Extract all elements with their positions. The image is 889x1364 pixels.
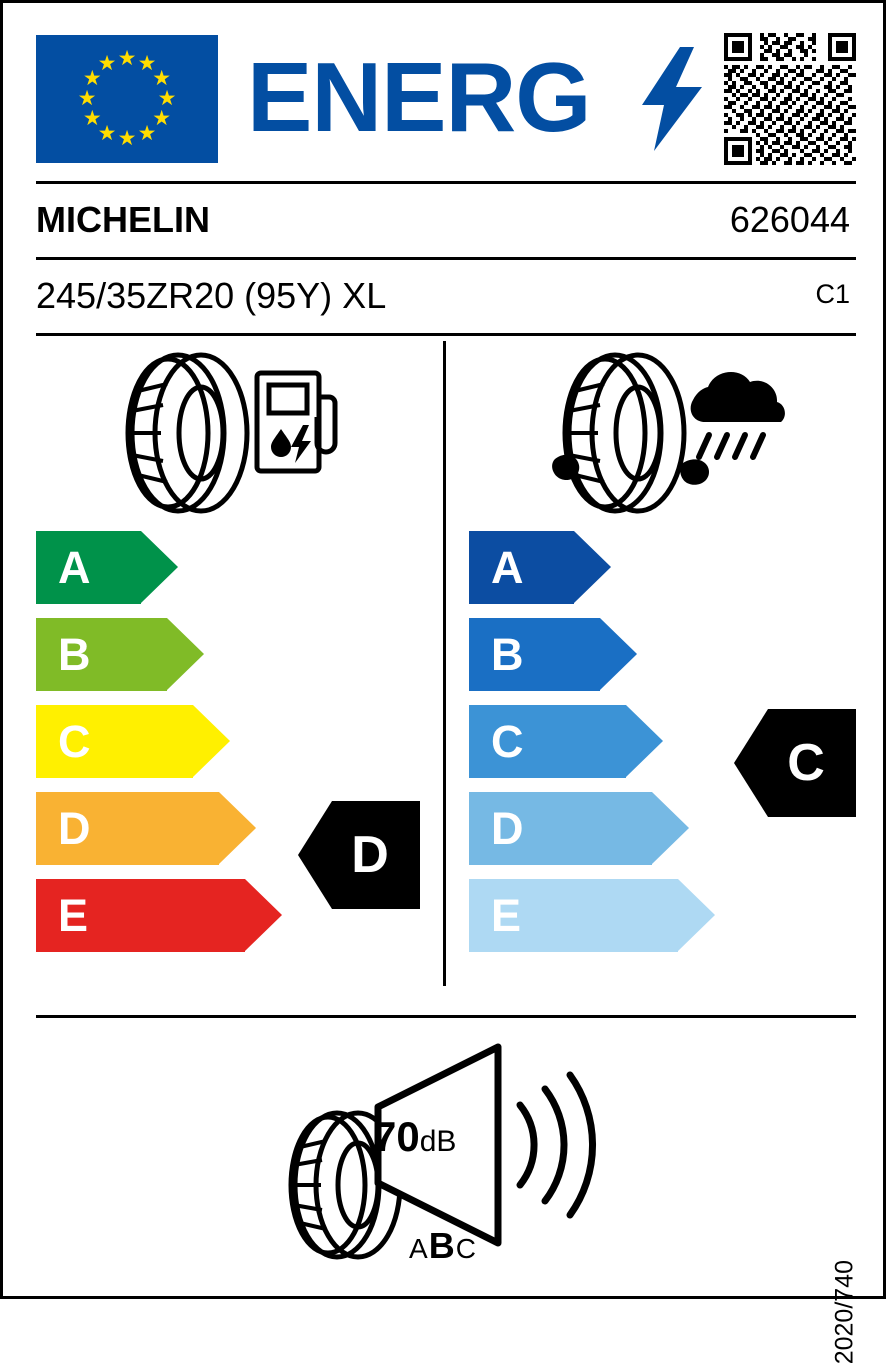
grade-letter: D bbox=[491, 803, 524, 854]
tyre-rain-cloud-icon bbox=[533, 351, 788, 516]
fuel-efficiency-rating: D bbox=[351, 826, 389, 884]
noise-value bbox=[373, 1113, 456, 1161]
divider-brand bbox=[36, 257, 856, 260]
noise-class-a: A bbox=[409, 1233, 429, 1264]
trade-code: 626044 bbox=[729, 199, 850, 240]
noise-db-unit: dB bbox=[419, 1125, 457, 1158]
grade-letter: A bbox=[58, 542, 91, 593]
grade-letter: D bbox=[58, 803, 91, 854]
grade-letter: E bbox=[58, 890, 89, 941]
eu-star: ★ bbox=[77, 87, 97, 110]
lightning-bolt-icon bbox=[642, 47, 702, 151]
eu-star: ★ bbox=[137, 52, 157, 76]
page-title: ENERG bbox=[247, 42, 591, 152]
eu-star: ★ bbox=[82, 67, 102, 90]
noise-class-scale bbox=[409, 1225, 477, 1267]
eu-star: ★ bbox=[117, 127, 137, 150]
grade-letter: B bbox=[58, 629, 91, 680]
noise-db-number: 70 bbox=[373, 1113, 420, 1160]
wet-grip-rating-arrow bbox=[734, 709, 856, 817]
wet-grip-rating: C bbox=[787, 734, 825, 792]
divider-noise bbox=[36, 1015, 856, 1018]
grade-letter: C bbox=[491, 716, 524, 767]
divider-vertical bbox=[443, 341, 446, 986]
eu-star: ★ bbox=[137, 121, 157, 145]
divider-top bbox=[36, 181, 856, 184]
grade-letter: C bbox=[58, 716, 91, 767]
tyre-size: 245/35ZR20 (95Y) XL bbox=[36, 275, 387, 316]
grade-letter: B bbox=[491, 629, 524, 680]
noise-class-c: C bbox=[455, 1233, 477, 1264]
regulation-reference: 2020/740 bbox=[830, 1260, 858, 1364]
eu-star: ★ bbox=[82, 107, 102, 130]
label-header bbox=[3, 3, 889, 181]
eu-star: ★ bbox=[97, 121, 117, 145]
qr-code-icon bbox=[724, 33, 856, 165]
eu-star: ★ bbox=[152, 67, 172, 90]
divider-size bbox=[36, 333, 856, 336]
eu-star: ★ bbox=[117, 47, 137, 70]
eu-star: ★ bbox=[97, 52, 117, 76]
tyre-class: C1 bbox=[815, 279, 850, 309]
eu-star: ★ bbox=[152, 107, 172, 130]
eu-star: ★ bbox=[157, 87, 177, 110]
noise-class-b-selected: B bbox=[428, 1225, 456, 1266]
fuel-efficiency-rating-arrow bbox=[298, 801, 420, 909]
brand-name: MICHELIN bbox=[36, 199, 210, 240]
grade-letter: A bbox=[491, 542, 524, 593]
tyre-fuel-pump-icon bbox=[121, 351, 331, 516]
grade-letter: E bbox=[491, 890, 522, 941]
eu-flag-icon bbox=[36, 35, 218, 163]
